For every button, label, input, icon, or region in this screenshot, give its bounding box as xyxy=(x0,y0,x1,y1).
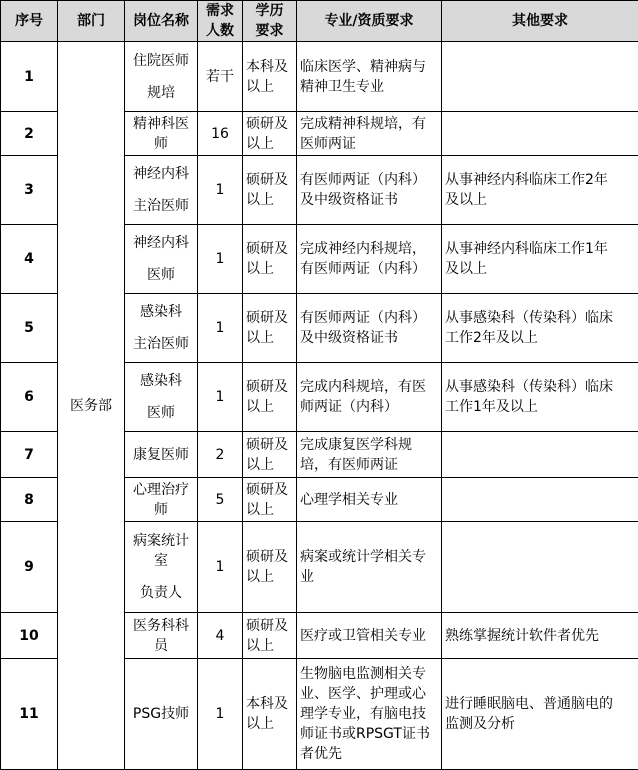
header-num: 序号 xyxy=(1,1,58,42)
required-count: 1 xyxy=(198,522,243,613)
other-requirements: 进行睡眠脑电、普通脑电的 监测及分析 xyxy=(442,659,638,770)
education-requirement: 硕研及 以上 xyxy=(243,613,297,659)
education-requirement: 硕研及 以上 xyxy=(243,522,297,613)
major-qualification: 生物脑电监测相关专 业、医学、护理或心 理学专业，有脑电技 师证书或RPSGT证书 者优先 xyxy=(297,659,442,770)
other-requirements xyxy=(442,112,638,156)
row-number: 2 xyxy=(1,112,58,156)
header-count: 需求 人数 xyxy=(198,1,243,42)
other-requirements: 从事神经内科临床工作2年 及以上 xyxy=(442,156,638,225)
other-requirements xyxy=(442,432,638,478)
position-name: 感染科 医师 xyxy=(125,363,198,432)
row-number: 3 xyxy=(1,156,58,225)
other-requirements: 从事神经内科临床工作1年 及以上 xyxy=(442,225,638,294)
major-qualification: 完成内科规培，有医 师两证（内科） xyxy=(297,363,442,432)
header-req: 专业/资质要求 xyxy=(297,1,442,42)
major-qualification: 临床医学、精神病与 精神卫生专业 xyxy=(297,42,442,112)
required-count: 1 xyxy=(198,225,243,294)
major-qualification: 心理学相关专业 xyxy=(297,478,442,522)
education-requirement: 硕研及 以上 xyxy=(243,478,297,522)
position-name: 神经内科 主治医师 xyxy=(125,156,198,225)
position-name: 感染科 主治医师 xyxy=(125,294,198,363)
header-dept: 部门 xyxy=(58,1,125,42)
required-count: 1 xyxy=(198,156,243,225)
other-requirements: 熟练掌握统计软件者优先 xyxy=(442,613,638,659)
row-number: 8 xyxy=(1,478,58,522)
education-requirement: 本科及 以上 xyxy=(243,42,297,112)
position-name: 精神科医 师 xyxy=(125,112,198,156)
required-count: 4 xyxy=(198,613,243,659)
other-requirements: 从事感染科（传染科）临床 工作1年及以上 xyxy=(442,363,638,432)
education-requirement: 硕研及 以上 xyxy=(243,363,297,432)
row-number: 9 xyxy=(1,522,58,613)
row-number: 10 xyxy=(1,613,58,659)
other-requirements: 从事感染科（传染科）临床 工作2年及以上 xyxy=(442,294,638,363)
row-number: 4 xyxy=(1,225,58,294)
department-cell: 医务部 xyxy=(58,42,125,770)
table-row xyxy=(1,42,638,112)
row-number: 5 xyxy=(1,294,58,363)
required-count: 1 xyxy=(198,363,243,432)
required-count: 16 xyxy=(198,112,243,156)
header-edu: 学历 要求 xyxy=(243,1,297,42)
major-qualification: 完成神经内科规培， 有医师两证（内科） xyxy=(297,225,442,294)
position-name: 病案统计 室 负责人 xyxy=(125,522,198,613)
major-qualification: 完成精神科规培，有 医师两证 xyxy=(297,112,442,156)
education-requirement: 硕研及 以上 xyxy=(243,156,297,225)
education-requirement: 硕研及 以上 xyxy=(243,294,297,363)
position-name: 医务科科 员 xyxy=(125,613,198,659)
position-name: 神经内科 医师 xyxy=(125,225,198,294)
other-requirements xyxy=(442,42,638,112)
major-qualification: 病案或统计学相关专 业 xyxy=(297,522,442,613)
header-other: 其他要求 xyxy=(442,1,638,42)
position-name: 心理治疗 师 xyxy=(125,478,198,522)
required-count: 1 xyxy=(198,659,243,770)
education-requirement: 硕研及 以上 xyxy=(243,432,297,478)
row-number: 6 xyxy=(1,363,58,432)
education-requirement: 本科及 以上 xyxy=(243,659,297,770)
header-row xyxy=(1,1,638,42)
row-number: 1 xyxy=(1,42,58,112)
other-requirements xyxy=(442,522,638,613)
row-number: 7 xyxy=(1,432,58,478)
row-number: 11 xyxy=(1,659,58,770)
major-qualification: 有医师两证（内科） 及中级资格证书 xyxy=(297,156,442,225)
major-qualification: 医疗或卫管相关专业 xyxy=(297,613,442,659)
position-name: PSG技师 xyxy=(125,659,198,770)
required-count: 5 xyxy=(198,478,243,522)
education-requirement: 硕研及 以上 xyxy=(243,112,297,156)
required-count: 1 xyxy=(198,294,243,363)
major-qualification: 有医师两证（内科） 及中级资格证书 xyxy=(297,294,442,363)
header-position: 岗位名称 xyxy=(125,1,198,42)
education-requirement: 硕研及 以上 xyxy=(243,225,297,294)
other-requirements xyxy=(442,478,638,522)
required-count: 若干 xyxy=(198,42,243,112)
major-qualification: 完成康复医学科规 培，有医师两证 xyxy=(297,432,442,478)
position-name: 住院医师 规培 xyxy=(125,42,198,112)
required-count: 2 xyxy=(198,432,243,478)
position-name: 康复医师 xyxy=(125,432,198,478)
